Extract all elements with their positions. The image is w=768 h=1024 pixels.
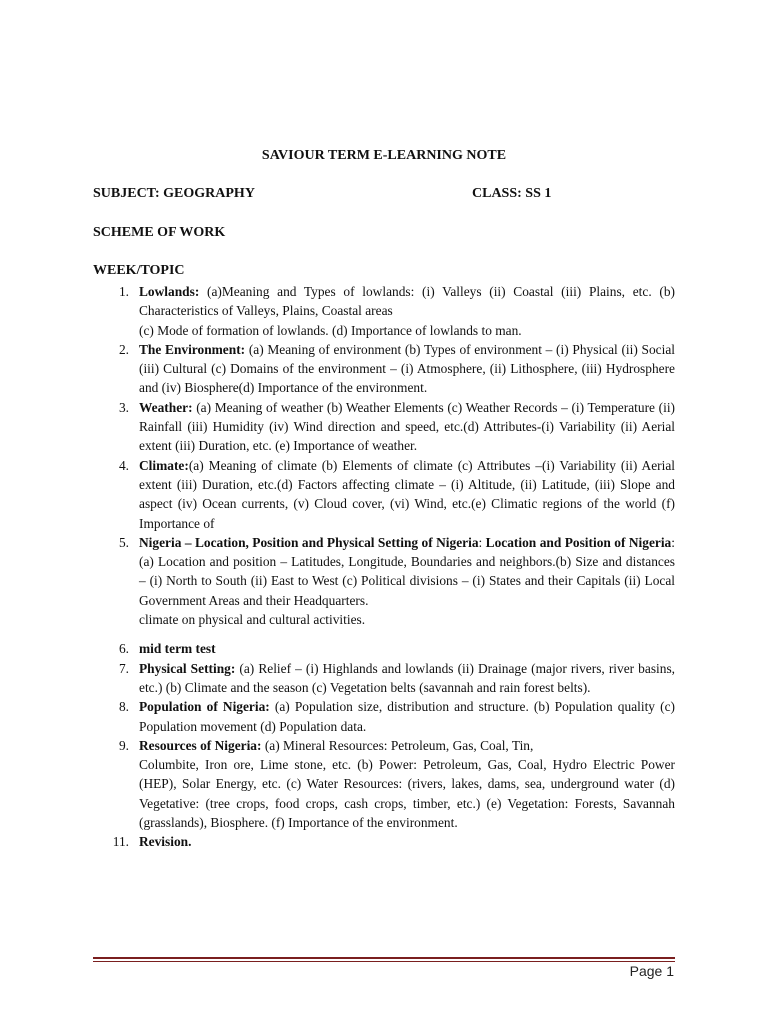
list-item (93, 533, 675, 629)
item-heading: Population of Nigeria: (139, 699, 270, 715)
item-text-2: : (a) Location and position – Latitudes, Longitude, Boundaries and neighbors.(b) Size and distances – (i) North to South (ii) East to West (c) Political divisions – (i) States and their Capitals (ii) Local Government Areas and their Headquarters. (139, 534, 675, 608)
scheme-heading: SCHEME OF WORK (93, 225, 226, 240)
item-text: (a) Mineral Resources: Petroleum, Gas, Coal, Tin, (261, 737, 534, 753)
class-label: CLASS: SS 1 (472, 186, 552, 201)
list-item (93, 697, 675, 736)
item-heading: Lowlands: (139, 284, 200, 299)
topic-list (93, 282, 675, 852)
page-number: Page 1 (629, 963, 674, 979)
item-text-extra: climate on physical and cultural activities. (139, 612, 366, 628)
item-text: (a) Meaning of climate (b) Elements of climate (c) Attributes –(i) Variability (ii) Aerial extent (iii) Duration, etc.(d) Factors affecting climate – (i) Altitude, (ii) Latitude, (iii) Slope and aspect (iv) Ocean currents, (v) Cloud cover, (vi) Wind, etc.(e) Climatic regions of the world (f) Importance of (139, 457, 675, 531)
item-heading: Resources of Nigeria: (139, 737, 262, 753)
item-number: 4. (118, 457, 129, 473)
subject-label: SUBJECT: GEOGRAPHY (93, 186, 255, 201)
item-heading: Physical Setting: (139, 660, 236, 676)
item-number: 5. (118, 534, 129, 550)
item-number: 7. (118, 660, 129, 676)
document-title: SAVIOUR TERM E-LEARNING NOTE (261, 148, 507, 163)
list-item (93, 639, 675, 658)
item-text: (a) Meaning of environment (b) Types of environment – (i) Physical (ii) Social (iii) Cultural (c) Domains of the environment – (i) Atmosphere, (ii) Lithosphere, (iii) Hydrosphere and (iv) Biosphere(d) Importance of the environment. (139, 341, 675, 396)
item-text: (a) Population size, distribution and structure. (b) Population quality (c) Population movement (d) Population data. (139, 699, 675, 734)
list-item (93, 736, 675, 832)
list-item (93, 456, 675, 533)
item-heading: Nigeria – Location, Position and Physical Setting of Nigeria (139, 534, 479, 550)
item-number: 8. (118, 699, 129, 715)
item-subheading: Location and Position of Nigeria (485, 534, 672, 550)
item-number: 6. (118, 641, 129, 657)
footer-rule (93, 957, 675, 959)
item-heading: Weather: (139, 399, 193, 415)
item-text-extra: Columbite, Iron ore, Lime stone, etc. (b) Power: Petroleum, Gas, Coal, Hydro Electric Power (HEP), Solar Energy, etc. (c) Water Resources: (rivers, lakes, dams, sea, underground water (d) Vegetative: (tree crops, food crops, cash crops, timber, etc.) (e) Vegetation: Forests, Savannah (grasslands), Biosphere. (f) Importance of the environment. (139, 757, 675, 831)
item-text: (a) Relief – (i) Highlands and lowlands (ii) Drainage (major rivers, river basins, etc.) (b) Climate and the season (c) Vegetation belts (savannah and rain forest belts). (139, 660, 675, 695)
list-item (93, 659, 675, 698)
item-text: : (478, 534, 486, 550)
footer-rule-thin (93, 961, 675, 962)
item-number: 3. (118, 399, 129, 415)
week-topic-heading: WEEK/TOPIC (93, 263, 185, 278)
list-item (93, 832, 675, 851)
item-number: 11. (112, 834, 129, 850)
list-item (93, 340, 675, 398)
item-number: 1. (118, 284, 129, 299)
list-item (93, 398, 675, 456)
item-number: 9. (118, 737, 129, 753)
list-item (93, 282, 675, 340)
item-heading: Revision. (139, 834, 192, 850)
item-text-extra: (c) Mode of formation of lowlands. (d) Importance of lowlands to man. (139, 322, 522, 338)
item-text: (a) Meaning of weather (b) Weather Elements (c) Weather Records – (i) Temperature (ii) Rainfall (iii) Humidity (iv) Wind direction and speed, etc.(d) Attributes-(i) Variability (ii) Aerial extent (iii) Duration, etc. (e) Importance of weather. (139, 399, 675, 454)
item-heading: mid term test (139, 641, 216, 657)
item-number: 2. (118, 341, 129, 357)
item-heading: The Environment: (139, 341, 246, 357)
item-text: (a)Meaning and Types of lowlands: (i) Valleys (ii) Coastal (iii) Plains, etc. (b) Characteristics of Valleys, Plains, Coastal areas (139, 284, 675, 319)
item-heading: Climate: (139, 457, 189, 473)
